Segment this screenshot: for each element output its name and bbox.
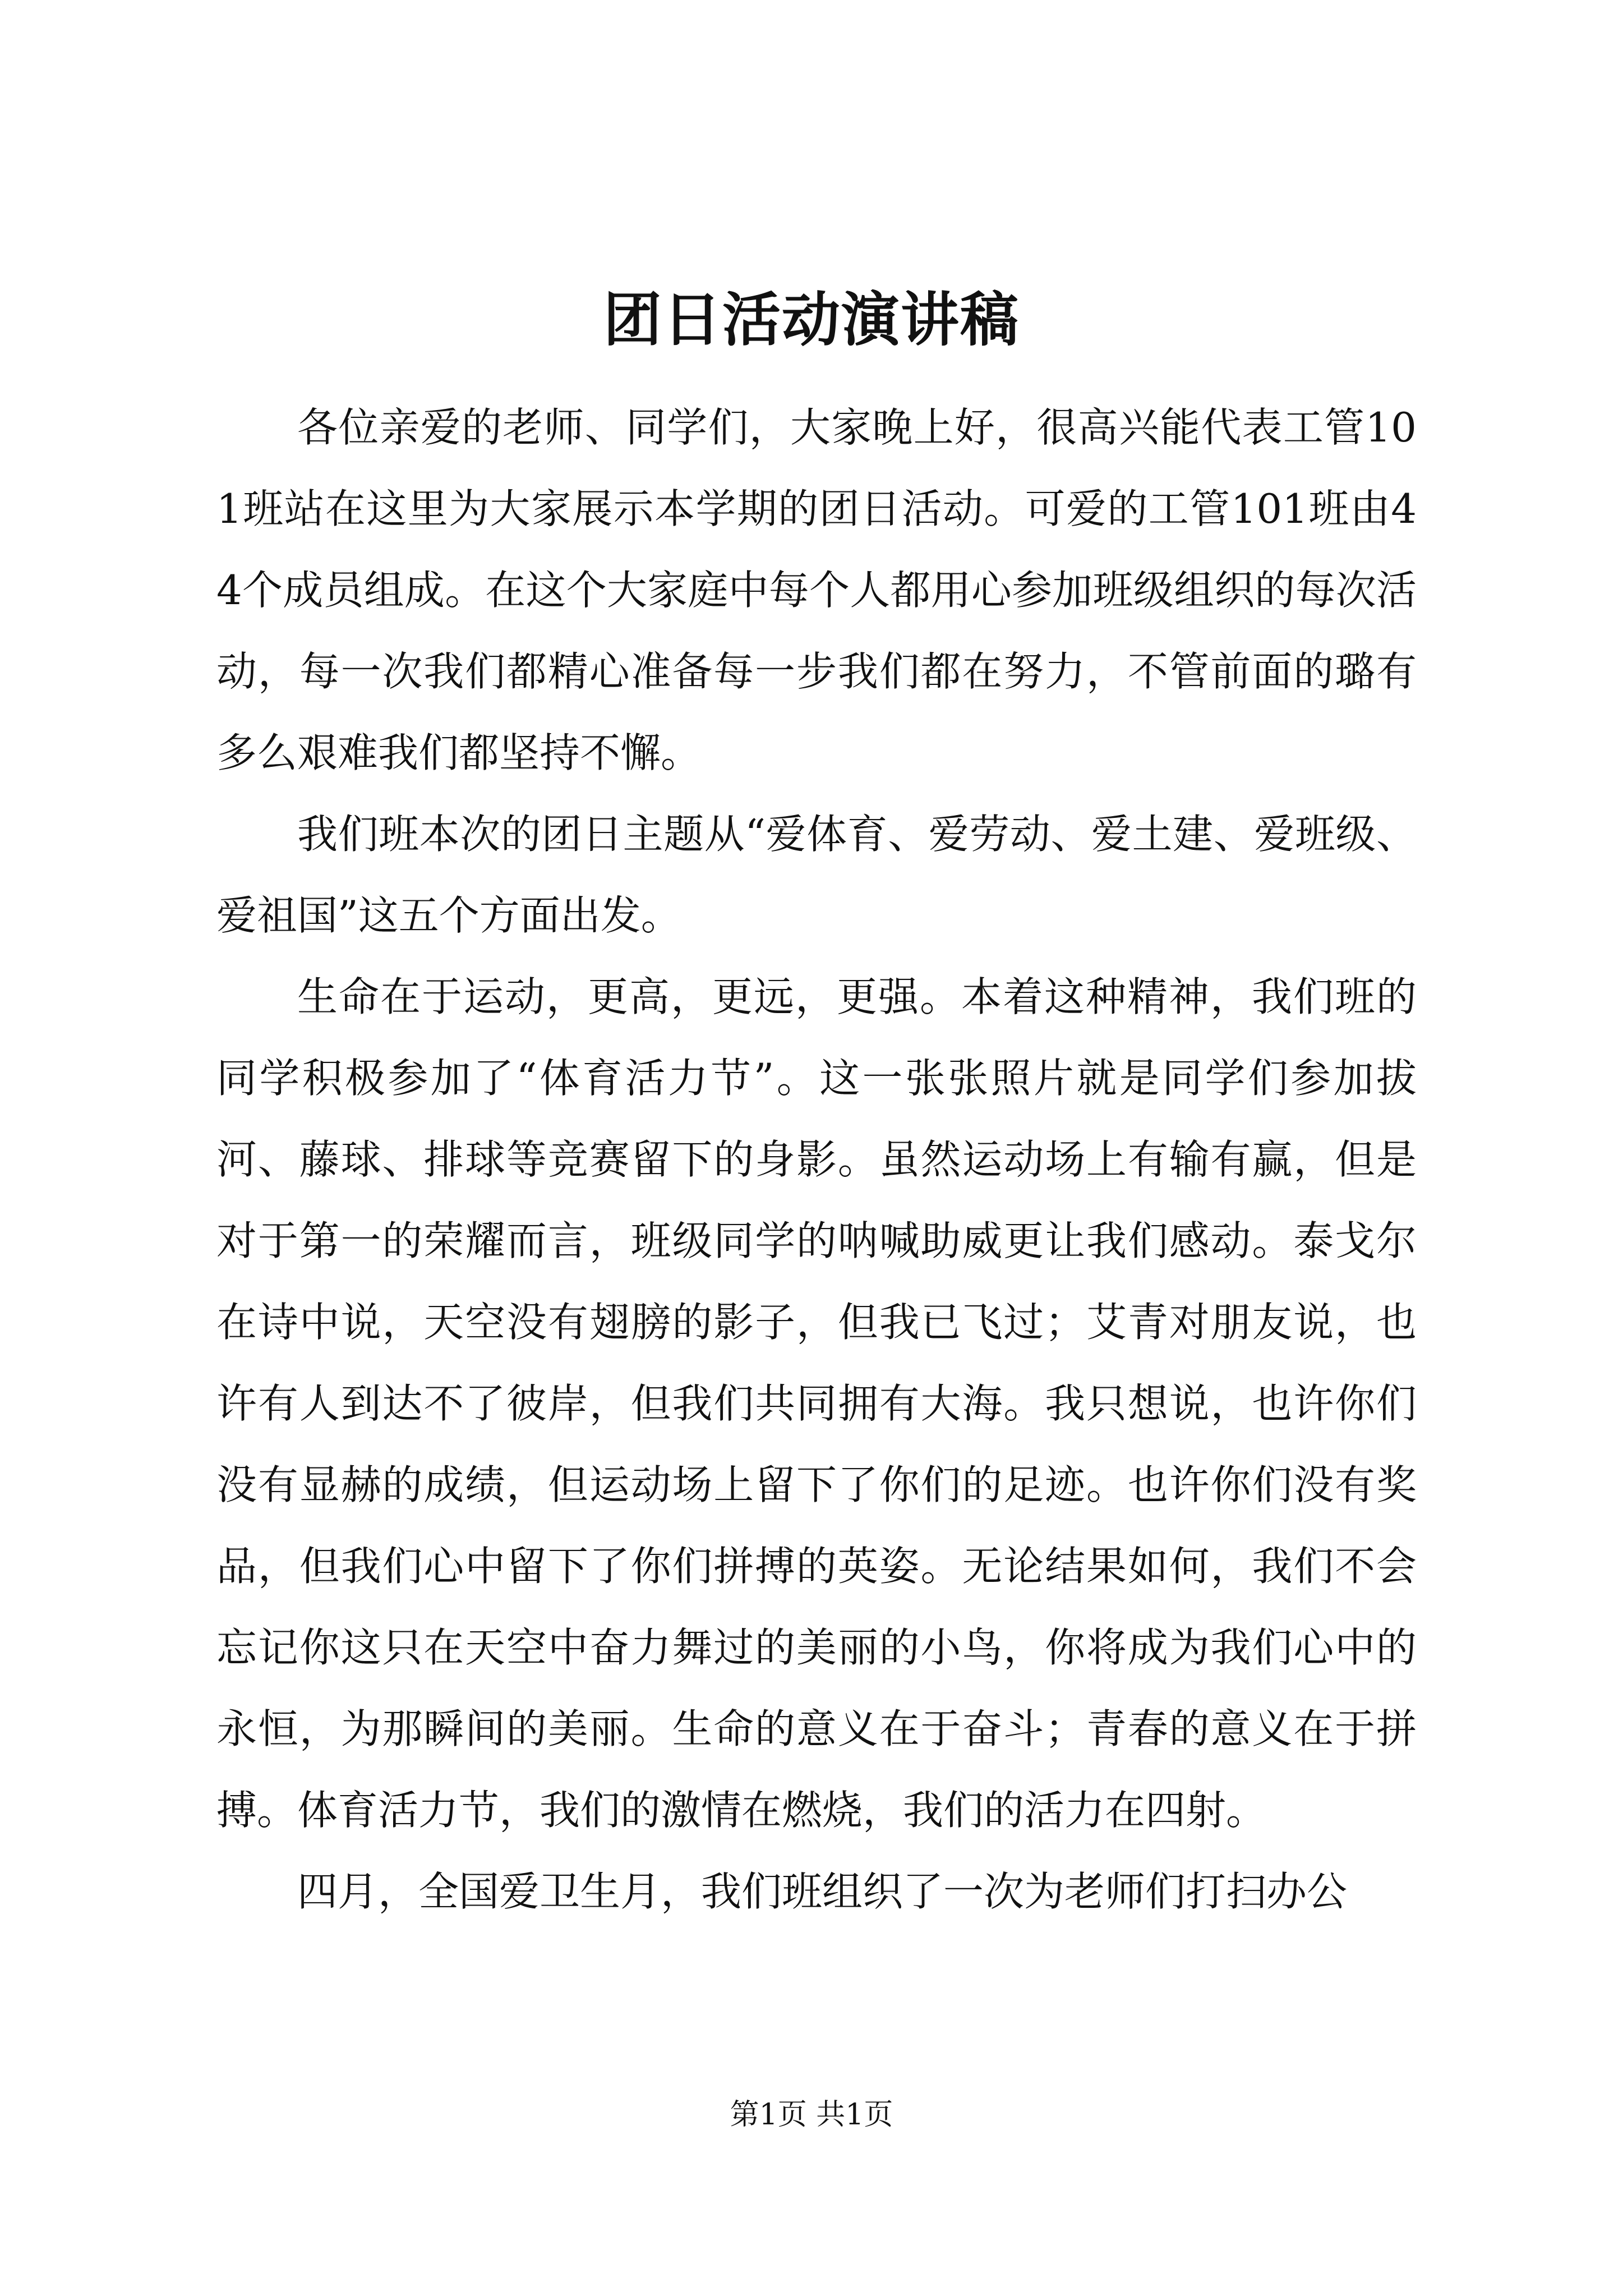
page-number-footer: 第1页 共1页 (730, 2098, 893, 2132)
document-title: 团日活动演讲稿 (603, 285, 1020, 354)
document-body (216, 387, 1417, 1932)
paragraph-hygiene: 四月，全国爱卫生月，我们班组织了一次为老师们打扫办公 (297, 1868, 1348, 1915)
paragraph-sports: 生命在于运动，更高，更远，更强。本着这种精神，我们班的同学积极参加了“体育活力节”。这一张张照片就是同学们参加拔河、藤球、排球等竞赛留下的身影。虽然运动场上有输有赢，但是对于第一的荣耀而言，班级同学的呐喊助威更让我们感动。泰戈尔在诗中说，天空没有翅膀的影子，但我已飞过；艾青对朋友说，也许有人到达不了彼岸，但我们共同拥有大海。我只想说，也许你们没有显赫的成绩，但运动场上留下了你们的足迹。也许你们没有奖品，但我们心中留下了你们拼搏的英姿。无论结果如何，我们不会忘记你这只在天空中奋力舞过的美丽的小鸟，你将成为我们心中的永恒，为那瞬间的美丽。生命的意义在于奋斗；青春的意义在于拼搏。体育活力节，我们的激情在燃烧，我们的活力在四射。 (216, 973, 1417, 1834)
paragraph-intro: 各位亲爱的老师、同学们，大家晚上好，很高兴能代表工管101班站在这里为大家展示本学期的团日活动。可爱的工管101班由44个成员组成。在这个大家庭中每个人都用心参加班级组织的每次活动，每一次我们都精心准备每一步我们都在努力，不管前面的璐有多么艰难我们都坚持不懈。 (216, 404, 1417, 776)
paragraph-theme: 我们班本次的团日主题从“爱体育、爱劳动、爱土建、爱班级、爱祖国”这五个方面出发。 (216, 811, 1417, 939)
